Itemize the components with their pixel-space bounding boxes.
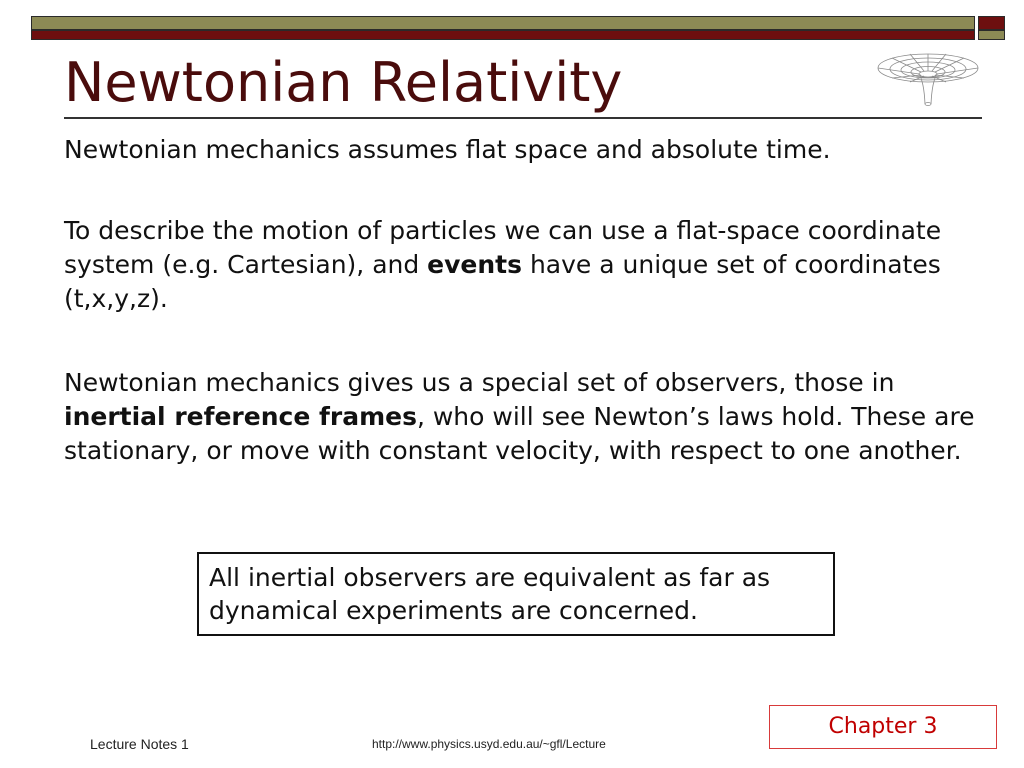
paragraph-text: Newtonian mechanics assumes flat space and absolute time.: [64, 135, 831, 164]
header-corner-olive: [978, 30, 1005, 40]
spacetime-curvature-grid-icon: [872, 44, 984, 110]
paragraph-inertial-frames: [64, 366, 984, 468]
emphasis-events: events: [427, 250, 523, 279]
header-bar-olive: [31, 16, 975, 30]
paragraph-text: Newtonian mechanics gives us a special set of observers, those in: [64, 368, 895, 397]
header-corner-red: [978, 16, 1005, 30]
chapter-label: Chapter 3: [769, 705, 997, 749]
paragraph-coordinates: [64, 214, 984, 316]
slide-title: Newtonian Relativity: [64, 51, 623, 114]
title-divider: [64, 117, 982, 119]
paragraph-text: To describe the motion of particles we can use a flat-space coordinate system (e.g. Cartesian), and: [64, 216, 942, 279]
paragraph-text: , who will see Newton’s laws hold. These are stationary, or move with constant velocity, with respect to one another.: [64, 402, 975, 465]
footer-url: http://www.physics.usyd.edu.au/~gfl/Lecture: [372, 737, 606, 751]
paragraph-flat-space: [64, 133, 984, 167]
footer-left-text: Lecture Notes 1: [90, 736, 189, 752]
header-bar-red: [31, 30, 975, 40]
paragraph-text: have a unique set of coordinates (t,x,y,z).: [64, 250, 941, 313]
emphasis-inertial-reference-frames: inertial reference frames: [64, 402, 417, 431]
callout-box: All inertial observers are equivalent as far as dynamical experiments are concerned.: [197, 552, 835, 636]
